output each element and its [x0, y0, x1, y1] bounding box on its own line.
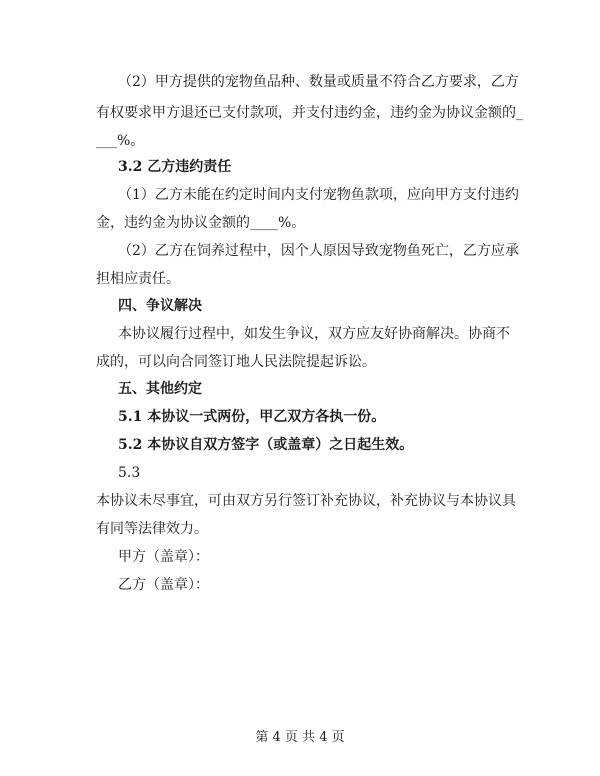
clause-3-2-1-line-2: 金，违约金为协议金额的____%。	[96, 215, 306, 231]
clause-3-2-2-line-1: （2）乙方在饲养过程中，因个人原因导致宠物鱼死亡，乙方应承	[118, 243, 519, 259]
clause-5-3-number: 5.3	[118, 465, 141, 481]
clause-5-3-line-1: 本协议未尽事宜，可由双方另行签订补充协议，补充协议与本协议具	[96, 493, 516, 509]
section-4-line-1: 本协议履行过程中，如发生争议，双方应友好协商解决。协商不	[118, 326, 510, 342]
page-indicator: 第 4 页 共 4 页	[255, 730, 345, 745]
clause-3-1-2-line-1: （2）甲方提供的宠物鱼品种、数量或质量不符合乙方要求，乙方	[118, 74, 519, 90]
clause-5-2: 5.2 本协议自双方签字（或盖章）之日起生效。	[118, 437, 414, 453]
clause-3-2-2-line-2: 担相应责任。	[96, 271, 180, 287]
party-b-seal-label: 乙方（盖章）：	[118, 577, 209, 593]
party-a-seal-label: 甲方（盖章）：	[118, 549, 209, 565]
section-5-heading: 五、其他约定	[118, 381, 202, 397]
section-3-2-heading: 3.2 乙方违约责任	[118, 159, 232, 175]
clause-3-1-2-line-2: 有权要求甲方退还已支付款项，并支付违约金，违约金为协议金额的_	[96, 105, 523, 121]
section-4-line-2: 成的，可以向合同签订地人民法院提起诉讼。	[96, 354, 376, 370]
clause-3-2-1-line-1: （1）乙方未能在约定时间内支付宠物鱼款项，应向甲方支付违约	[118, 187, 519, 203]
clause-3-1-2-line-3: ___%。	[96, 133, 145, 149]
section-4-heading: 四、争议解决	[118, 298, 202, 314]
clause-5-3-line-2: 有同等法律效力。	[96, 521, 208, 537]
clause-5-1: 5.1 本协议一式两份，甲乙双方各执一份。	[118, 409, 386, 425]
